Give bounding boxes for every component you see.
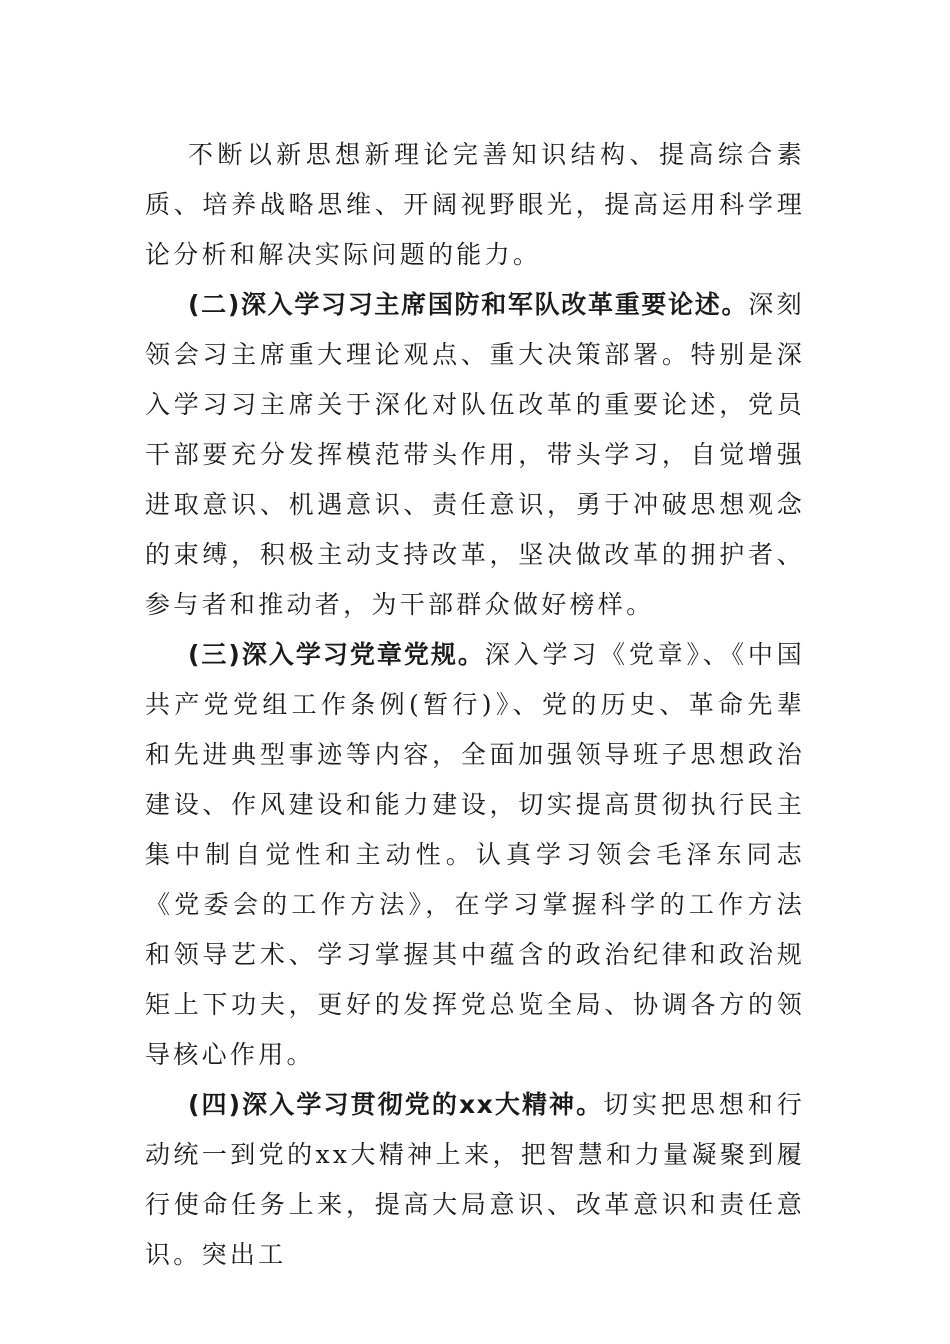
section-heading: (四)深入学习贯彻党的xx大精神。 [188,1090,604,1119]
section-heading: (三)深入学习党章党规。 [188,640,485,669]
paragraph-text: 深入学习《党章》、《中国共产党党组工作条例(暂行)》、党的历史、革命先辈和先进典型事迹等内容，全面加强领导班子思想政治建设、作风建设和能力建设，切实提高贯彻执行民主集中制自觉性和主动性。认真学习领会毛泽东同志《党委会的工作方法》，在学习掌握科学的工作方法和领导艺术、学习掌握其中蕴含的政治纪律和政治规矩上下功夫，更好的发挥党总览全局、协调各方的领导核心作用。 [145,640,805,1069]
document-body [145,130,805,1280]
paragraph-section-2 [145,280,805,630]
section-heading: (二)深入学习习主席国防和军队改革重要论述。 [188,290,749,319]
paragraph-text: 切实把思想和行动统一到党的xx大精神上来，把智慧和力量凝聚到履行使命任务上来，提高大局意识、改革意识和责任意识。突出工 [145,1090,805,1269]
paragraph-section-4 [145,1080,805,1280]
paragraph-continuation [145,130,805,280]
paragraph-text: 深刻领会习主席重大理论观点、重大决策部署。特别是深入学习习主席关于深化对队伍改革的重要论述，党员干部要充分发挥模范带头作用，带头学习，自觉增强进取意识、机遇意识、责任意识，勇于冲破思想观念的束缚，积极主动支持改革，坚决做改革的拥护者、参与者和推动者，为干部群众做好榜样。 [145,290,805,619]
paragraph-text: 不断以新思想新理论完善知识结构、提高综合素质、培养战略思维、开阔视野眼光，提高运用科学理论分析和解决实际问题的能力。 [145,140,805,269]
paragraph-section-3 [145,630,805,1080]
